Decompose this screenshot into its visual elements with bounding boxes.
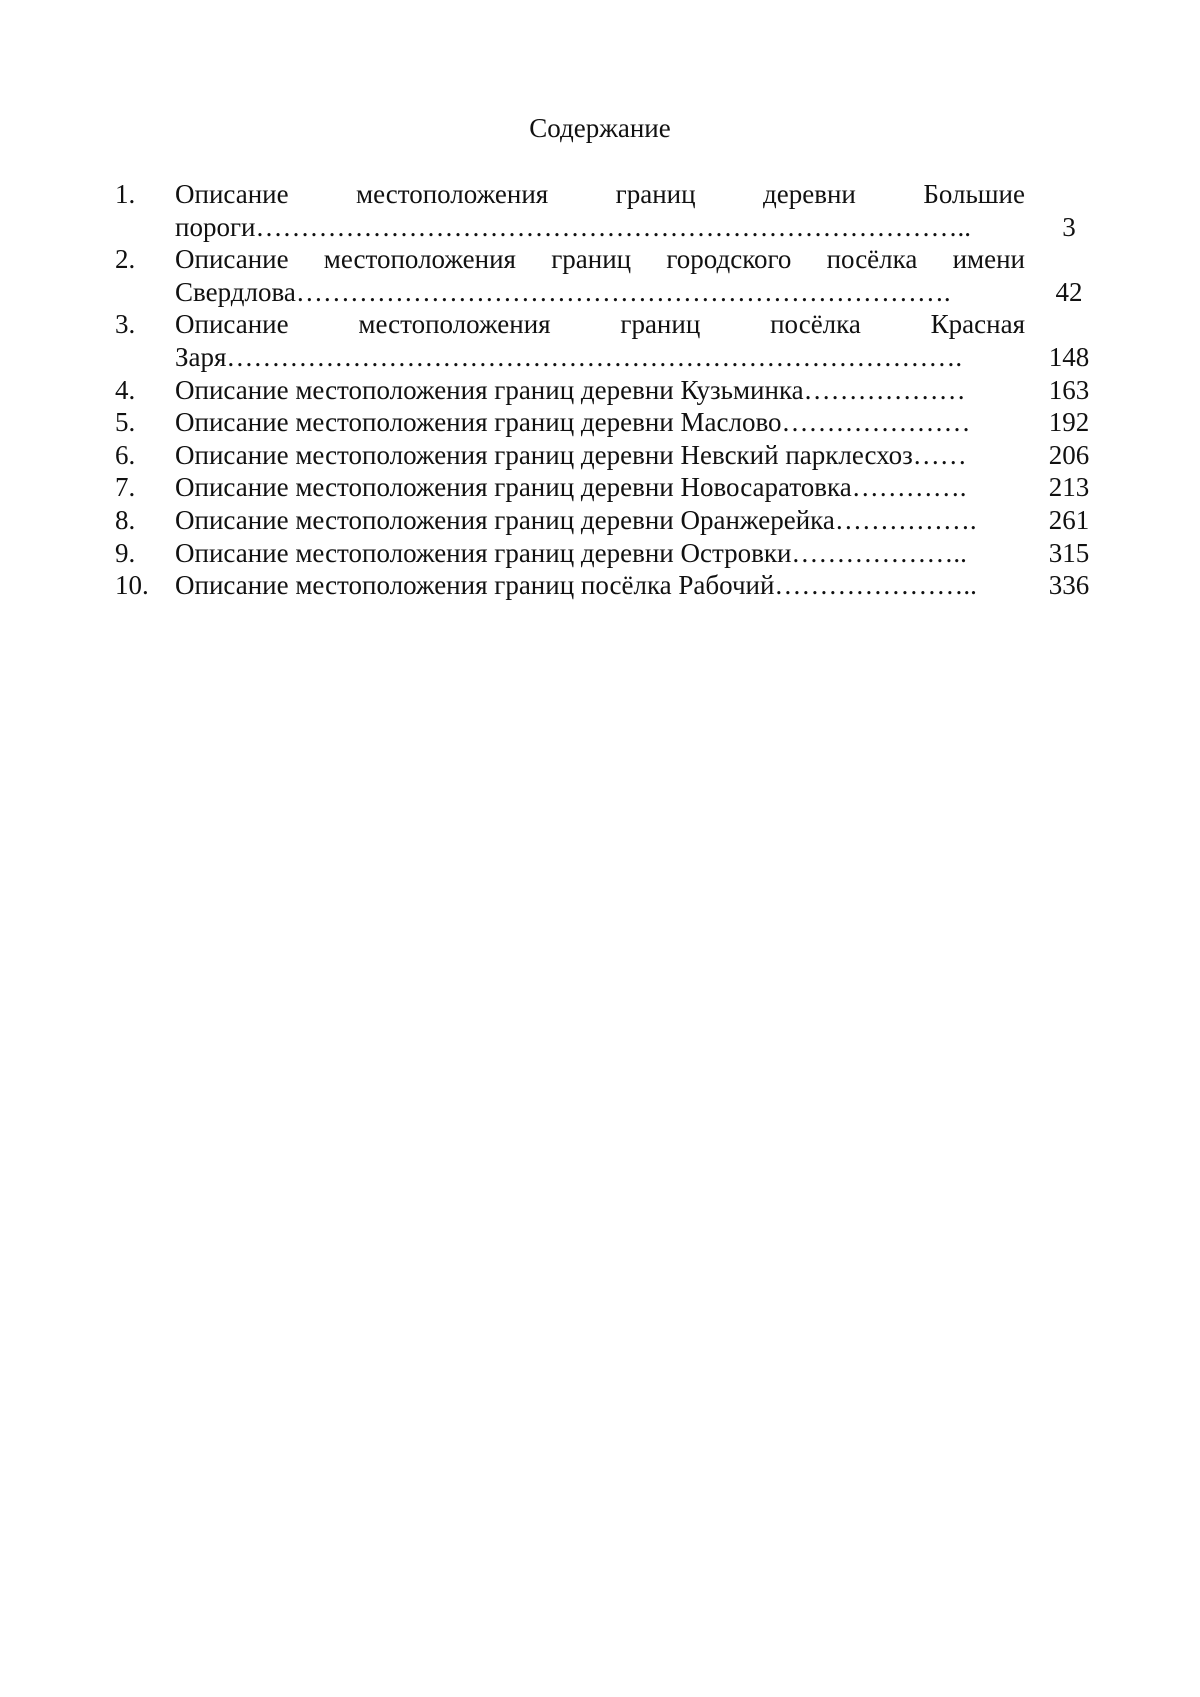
toc-entry-page: 336: [1048, 570, 1090, 601]
page-title: Содержание: [529, 113, 671, 143]
toc-entry-title: Описание местоположения границ городского посёлка имени Свердлова……………………………………………………………….: [175, 244, 1025, 307]
toc-entry-page: 206: [1048, 439, 1090, 470]
toc-entry-page: 315: [1048, 537, 1090, 568]
toc-entry-page: 42: [1055, 276, 1083, 307]
toc-entry-page: 163: [1048, 374, 1090, 405]
toc-entry-title: Описание местоположения границ деревни Оранжерейка…………….: [175, 504, 977, 535]
toc-entry-number: 5.: [115, 407, 136, 438]
toc-entry-page: 213: [1048, 472, 1090, 503]
toc-entry-title: Описание местоположения границ деревни Большие пороги……………………………………………………………………..: [175, 179, 1025, 242]
toc-entry-title: Описание местоположения границ деревни Островки………………..: [175, 537, 967, 568]
toc-entry-page: 148: [1048, 341, 1090, 372]
toc-entry: [115, 178, 1095, 243]
toc-entry-page: 192: [1048, 407, 1090, 438]
toc-entry: [115, 504, 1095, 537]
toc-entry: [115, 308, 1095, 373]
toc-entry: [115, 406, 1095, 439]
toc-entry: [115, 569, 1095, 602]
toc-entry-number: 4.: [115, 374, 136, 405]
toc-entry-title: Описание местоположения границ посёлка Красная Заря……………………………………………………………………….: [175, 309, 1025, 372]
table-of-contents: [115, 178, 1095, 602]
toc-entry-number: 6.: [115, 439, 136, 470]
toc-entry-title: Описание местоположения границ деревни Маслово…………………: [175, 407, 971, 438]
toc-entry: [115, 243, 1095, 308]
toc-entry: [115, 537, 1095, 570]
toc-entry-number: 8.: [115, 504, 136, 535]
toc-entry-number: 2.: [115, 244, 136, 275]
toc-entry-title: Описание местоположения границ деревни Невский парклесхоз……: [175, 439, 967, 470]
toc-entry-page: 3: [1062, 211, 1076, 242]
toc-entry-title: Описание местоположения границ посёлка Рабочий…………………..: [175, 570, 977, 601]
toc-entry: [115, 471, 1095, 504]
toc-entry-number: 3.: [115, 309, 136, 340]
toc-entry-title: Описание местоположения границ деревни Новосаратовка………….: [175, 472, 967, 503]
toc-entry-number: 10.: [115, 570, 149, 601]
toc-entry-number: 7.: [115, 472, 136, 503]
toc-entry-number: 9.: [115, 537, 136, 568]
toc-entry-number: 1.: [115, 179, 136, 209]
toc-entry: [115, 374, 1095, 407]
toc-entry-page: 261: [1048, 504, 1090, 535]
toc-entry: [115, 439, 1095, 472]
toc-entry-title: Описание местоположения границ деревни Кузьминка………………: [175, 374, 966, 405]
